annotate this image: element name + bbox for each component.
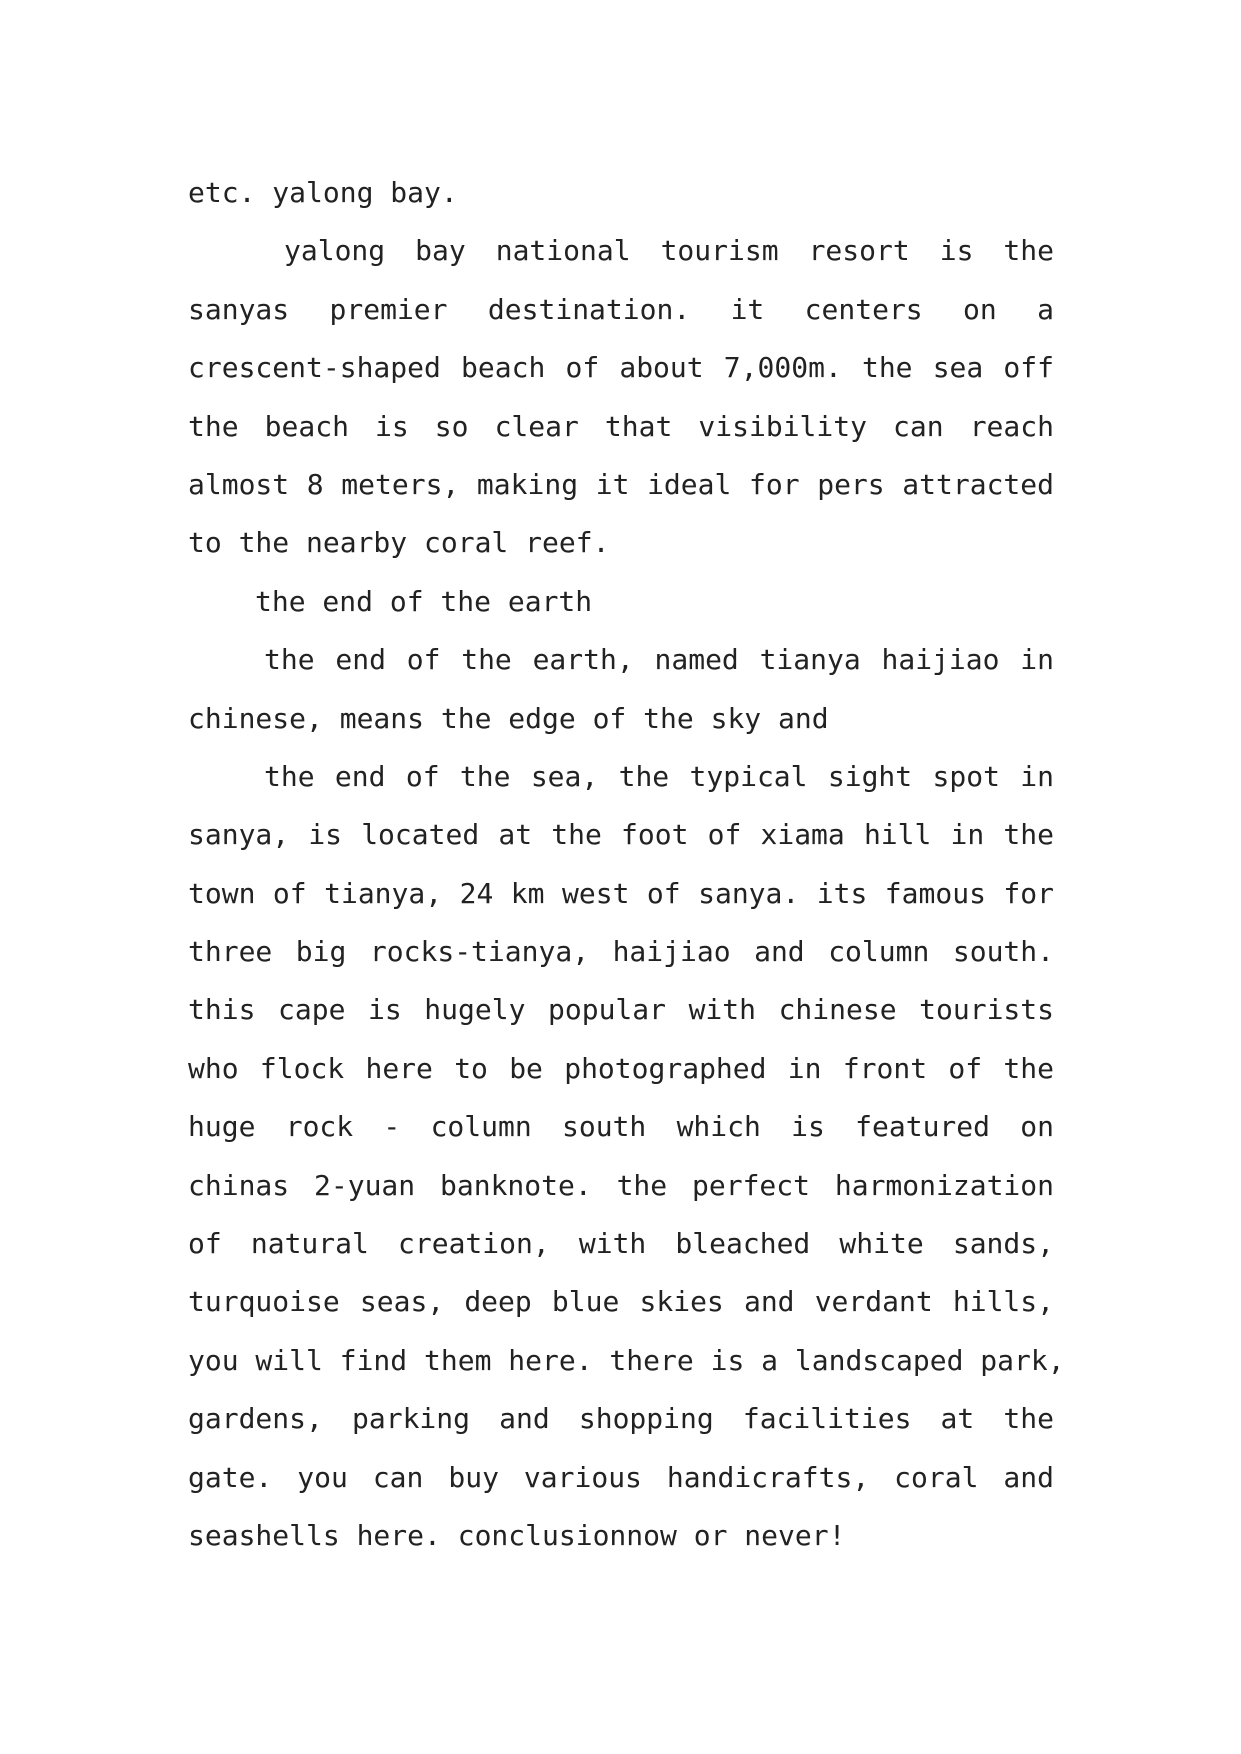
text-line: etc. yalong bay. (188, 176, 458, 209)
text-line: sanyas premier destination. it centers on a (188, 292, 1054, 326)
text-line: this cape is hugely popular with chinese tourists (188, 993, 1054, 1027)
text-line: of natural creation, with bleached white sands, (188, 1227, 1054, 1261)
text-line: yalong bay national tourism resort is the (284, 234, 1054, 268)
text-line: huge rock - column south which is featured on (188, 1110, 1054, 1144)
text-line: you will find them here. there is a landscaped park, (188, 1343, 1065, 1377)
text-line: to the nearby coral reef. (188, 526, 610, 560)
text-line: gardens, parking and shopping facilities at the (188, 1402, 1054, 1436)
text-line: seashells here. conclusionnow or never! (188, 1518, 846, 1552)
text-line: almost 8 meters, making it ideal for pers attracted (188, 467, 1054, 501)
text-line: the beach is so clear that visibility can reach (188, 409, 1054, 443)
text-line: three big rocks-tianya, haijiao and column south. (188, 935, 1054, 969)
text-line: chinas 2-yuan banknote. the perfect harmonization (188, 1168, 1054, 1202)
text-line: the end of the earth, named tianya haijiao in (264, 643, 1054, 677)
section-heading: the end of the earth (255, 584, 593, 618)
text-line: sanya, is located at the foot of xiama hill in the (188, 818, 1054, 852)
text-line: who flock here to be photographed in front of the (188, 1051, 1054, 1085)
text-line: the end of the sea, the typical sight spot in (264, 759, 1054, 793)
text-line: crescent-shaped beach of about 7,000m. the sea off (188, 351, 1054, 385)
text-line: chinese, means the edge of the sky and (188, 701, 829, 735)
text-line: town of tianya, 24 km west of sanya. its famous for (188, 876, 1054, 910)
text-line: gate. you can buy various handicrafts, coral and (188, 1460, 1054, 1494)
text-line: turquoise seas, deep blue skies and verdant hills, (188, 1285, 1054, 1319)
document-body (188, 164, 1065, 1565)
